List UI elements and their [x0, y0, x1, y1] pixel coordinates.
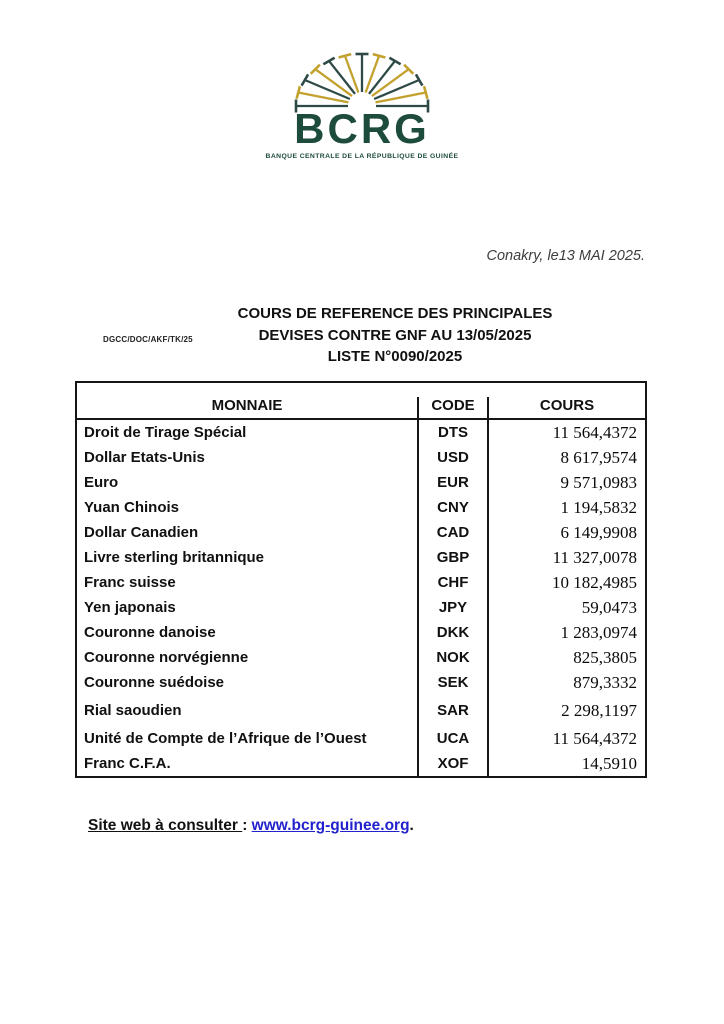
currency-name: Droit de Tirage Spécial: [84, 424, 247, 441]
currency-name: Livre sterling britannique: [84, 549, 265, 566]
table-row: [77, 751, 645, 776]
title-line-3: LISTE N°0090/2025: [327, 348, 463, 365]
table-row: [77, 495, 645, 520]
currency-rate: 59,0473: [581, 597, 637, 617]
website-suffix: .: [409, 817, 414, 834]
exchange-rates-table: [75, 381, 647, 778]
currency-name: Couronne suédoise: [84, 674, 225, 691]
currency-code: GBP: [417, 545, 489, 570]
currency-rate: 1 194,5832: [560, 497, 637, 517]
currency-rate: 11 327,0078: [552, 547, 637, 567]
currency-code: XOF: [417, 751, 489, 776]
currency-name: Franc suisse: [84, 574, 176, 591]
currency-code: DTS: [417, 420, 489, 445]
table-row: [77, 520, 645, 545]
logo-wordmark: BCRG: [294, 105, 430, 152]
currency-rate: 879,3332: [573, 672, 637, 692]
table-row: [77, 570, 645, 595]
currency-code: NOK: [417, 645, 489, 670]
logo-rays-icon: [287, 44, 437, 114]
website-link[interactable]: www.bcrg-guinee.org: [251, 817, 410, 834]
currency-name: Dollar Canadien: [84, 524, 199, 541]
table-row: [77, 645, 645, 670]
currency-code: CHF: [417, 570, 489, 595]
website-label: Site web à consulter: [88, 817, 243, 834]
website-separator: :: [242, 817, 252, 834]
currency-code: USD: [417, 445, 489, 470]
currency-rate: 9 571,0983: [560, 472, 637, 492]
currency-name: Yen japonais: [84, 599, 176, 616]
currency-code: EUR: [417, 470, 489, 495]
currency-code: CNY: [417, 495, 489, 520]
currency-name: Yuan Chinois: [84, 499, 180, 516]
currency-rate: 11 564,4372: [552, 422, 637, 442]
currency-rate: 14,5910: [581, 753, 637, 773]
title-line-1: COURS DE REFERENCE DES PRINCIPALES: [237, 305, 553, 322]
table-row: [77, 445, 645, 470]
currency-rate: 825,3805: [573, 647, 637, 667]
currency-code: UCA: [417, 726, 489, 751]
table-row: [77, 670, 645, 695]
currency-code: DKK: [417, 620, 489, 645]
table-row: [77, 620, 645, 645]
currency-code: SAR: [417, 695, 489, 726]
currency-name: Unité de Compte de l’Afrique de l’Ouest: [84, 730, 367, 747]
document-title: [130, 303, 660, 368]
column-header-monnaie: MONNAIE: [211, 397, 283, 414]
table-row: [77, 726, 645, 751]
table-row: [77, 545, 645, 570]
table-row: [77, 595, 645, 620]
currency-name: Franc C.F.A.: [84, 755, 171, 772]
currency-code: JPY: [417, 595, 489, 620]
currency-rate: 1 283,0974: [560, 622, 637, 642]
table-row: [77, 420, 645, 445]
currency-code: CAD: [417, 520, 489, 545]
logo-tagline: BANQUE CENTRALE DE LA RÉPUBLIQUE DE GUINÉE: [265, 153, 459, 160]
date-line: Conakry, le13 MAI 2025.: [486, 248, 645, 264]
currency-rate: 2 298,1197: [561, 700, 637, 720]
table-row: [77, 695, 645, 726]
currency-code: SEK: [417, 670, 489, 695]
currency-rate: 10 182,4985: [552, 572, 637, 592]
currency-name: Dollar Etats-Unis: [84, 449, 205, 466]
currency-name: Couronne danoise: [84, 624, 216, 641]
reference-code: DGCC/DOC/AKF/TK/25: [103, 335, 193, 344]
currency-rate: 11 564,4372: [552, 728, 637, 748]
rates-table-body: [77, 420, 645, 776]
table-row: [77, 470, 645, 495]
table-header-row: [77, 383, 645, 420]
bcrg-logo: [262, 44, 462, 160]
currency-name: Rial saoudien: [84, 702, 182, 719]
currency-name: Couronne norvégienne: [84, 649, 249, 666]
column-header-code: CODE: [417, 397, 489, 418]
column-header-cours: COURS: [539, 397, 595, 414]
currency-rate: 8 617,9574: [560, 447, 637, 467]
currency-name: Euro: [84, 474, 119, 491]
title-line-2: DEVISES CONTRE GNF AU 13/05/2025: [258, 326, 532, 344]
website-line: [88, 817, 414, 835]
currency-rate: 6 149,9908: [560, 522, 637, 542]
